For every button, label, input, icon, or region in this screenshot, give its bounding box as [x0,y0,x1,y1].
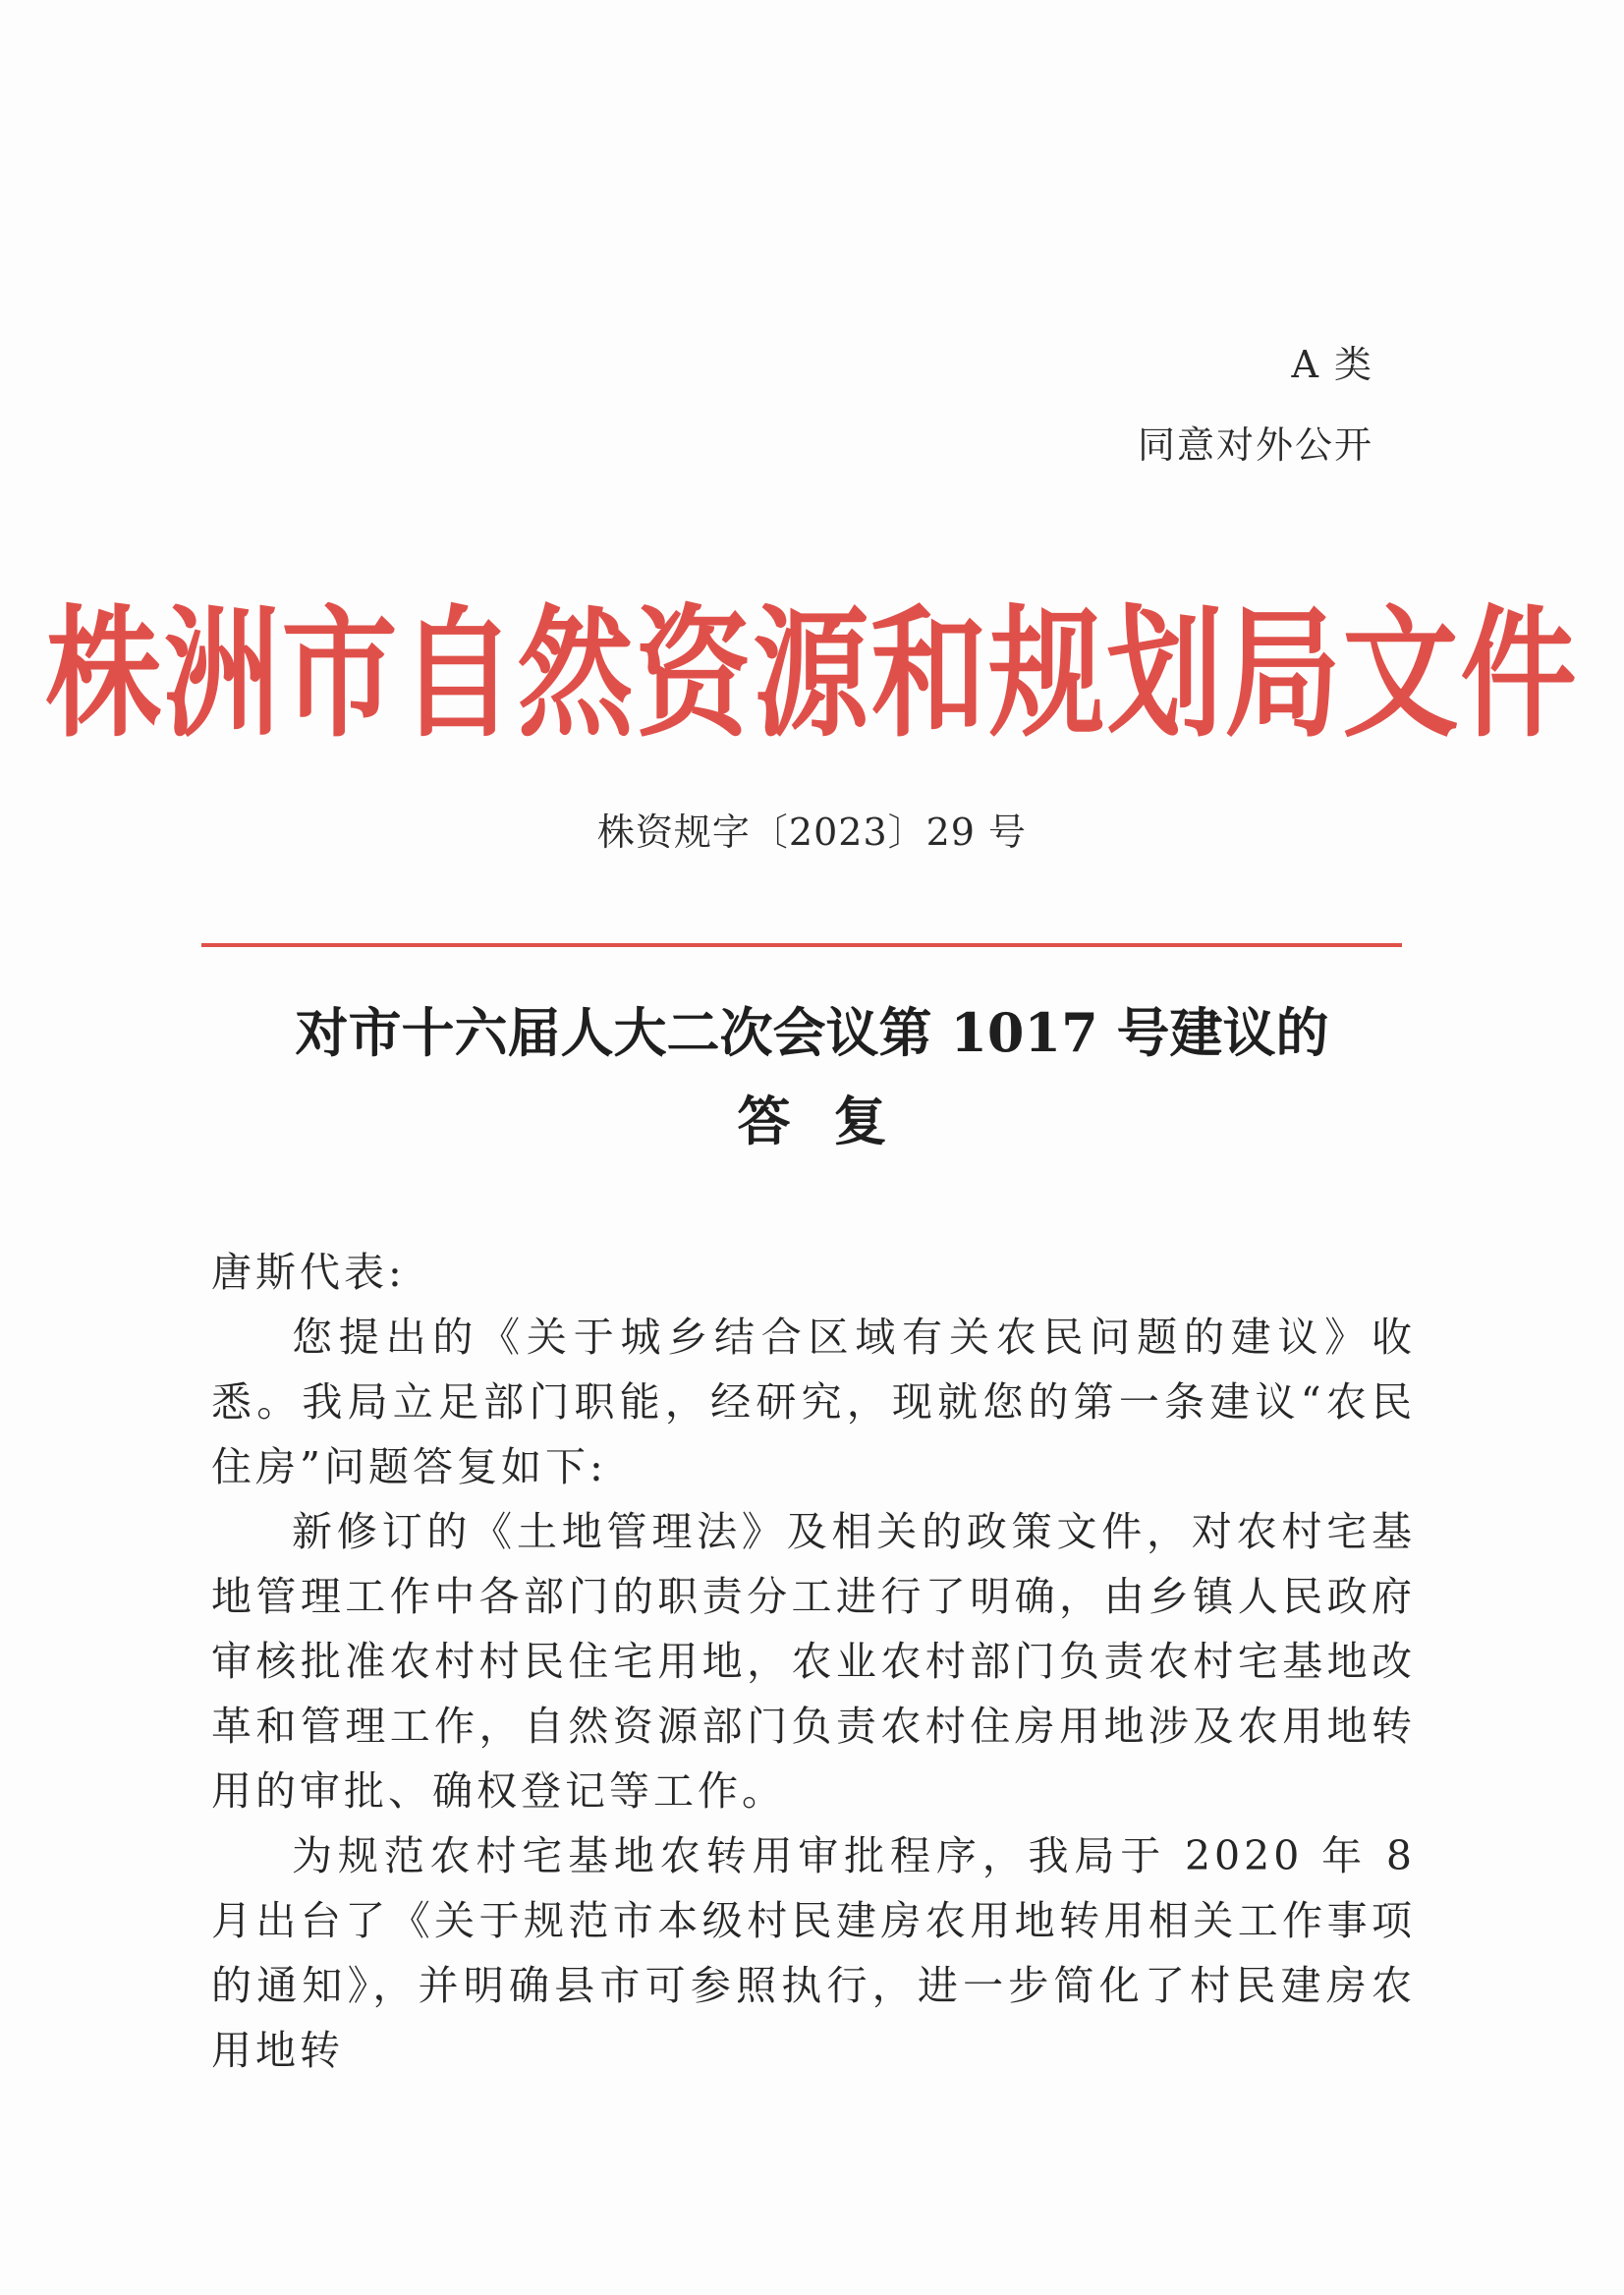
body-paragraph: 您提出的《关于城乡结合区域有关农民问题的建议》收悉。我局立足部门职能，经研究，现就您的第一条建议“农民住房”问题答复如下: [211,1314,1416,1490]
document-classification [1138,324,1373,485]
body-paragraph: 为规范农村宅基地农转用审批程序，我局于 2020 年 8 月出台了《关于规范市本级村民建房农用地转用相关工作事项的通知》，并明确县市可参照执行，进一步简化了村民建房农用地转 [211,1832,1416,2074]
document-body [211,1240,1416,2083]
disclosure-label: 同意对外公开 [1137,423,1373,467]
issuer-heading: 株洲市自然资源和规划局文件 [45,590,1579,757]
category-label: A 类 [1291,343,1373,386]
document-title [0,988,1624,1165]
red-divider-line [201,943,1402,947]
salutation: 唐斯代表: [211,1249,406,1296]
title-line-1: 对市十六届人大二次会议第 1017 号建议的 [295,1001,1329,1064]
document-number: 株资规字〔2023〕29 号 [596,811,1028,854]
title-line-2: 答复 [737,1090,930,1152]
body-paragraph: 新修订的《土地管理法》及相关的政策文件，对农村宅基地管理工作中各部门的职责分工进行了明确，由乡镇人民政府审核批准农村村民住宅用地，农业农村部门负责农村宅基地改革和管理工作，自然资源部门负责农村住房用地涉及农用地转用的审批、确权登记等工作。 [211,1508,1416,1815]
